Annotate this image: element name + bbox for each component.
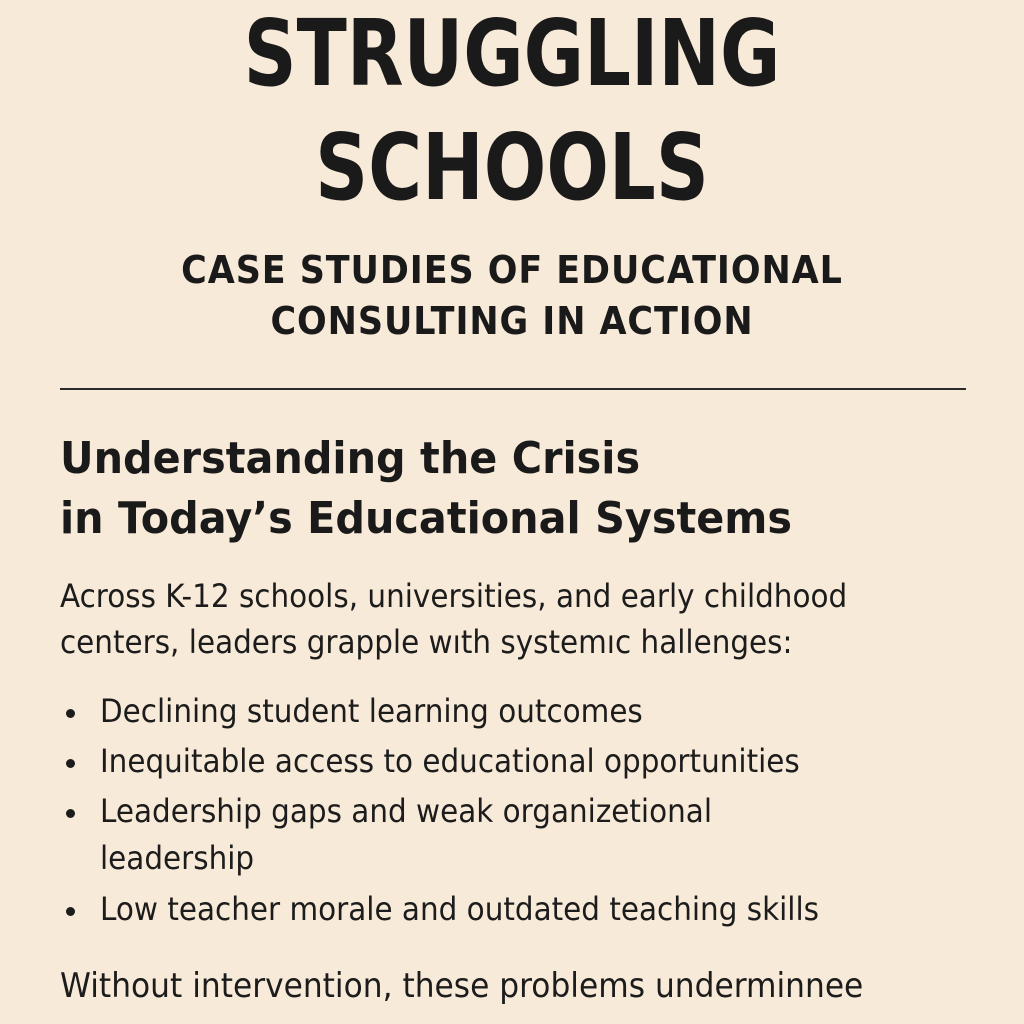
subtitle-line-1: CASE STUDIES OF EDUCATIONAL — [181, 248, 843, 292]
intro-line-1: Across K-12 schools, universities, and early childhood — [60, 577, 848, 615]
bullet-item-4: Low teacher morale and outdated teaching skills — [100, 890, 820, 928]
bullet-item-3: Leadership gaps and weak organizetional — [100, 792, 713, 830]
bullet-dot-icon — [66, 759, 75, 768]
bullet-item-1: Declining student learning outcomes — [100, 692, 643, 730]
bullet-dot-icon — [66, 809, 75, 818]
bullet-dot-icon — [66, 709, 75, 718]
bullet-dot-icon — [66, 907, 75, 916]
section-heading-line-1: Understanding the Crisis — [60, 433, 641, 484]
closing-paragraph-line-1: Without intervention, these problems underminnee — [60, 966, 864, 1006]
section-heading-line-2: in Today’s Educational Systems — [60, 493, 793, 544]
subtitle-line-2: CONSULTING IN ACTION — [270, 299, 754, 343]
bullet-item-3-continuation: leadership — [100, 839, 255, 877]
title-line-1: STRUGGLING — [243, 0, 781, 107]
intro-line-2: centers, leaders grapple wıth systemıc hallenges: — [60, 623, 793, 661]
section-divider — [60, 388, 966, 390]
bullet-item-2: Inequitable access to educational opportunities — [100, 742, 800, 780]
title-line-2: SCHOOLS — [315, 114, 709, 221]
